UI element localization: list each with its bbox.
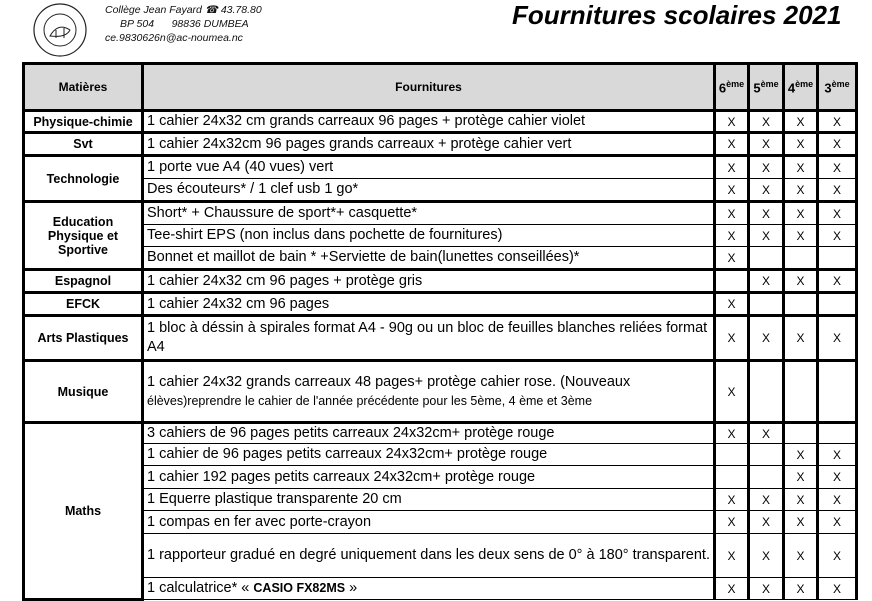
subject-cell: EFCK (24, 293, 143, 316)
subject-cell: Musique (24, 361, 143, 423)
level-mark (749, 361, 784, 423)
col-5: 5ème (749, 64, 784, 111)
table-row (24, 270, 857, 293)
level-mark (715, 270, 749, 293)
col-3: 3ème (818, 64, 857, 111)
level-mark: X (749, 179, 784, 202)
table-row (24, 534, 857, 578)
bp: BP 504 (120, 18, 155, 30)
level-mark: X (784, 489, 818, 511)
level-mark (818, 361, 857, 423)
level-mark: X (784, 133, 818, 156)
item-cell: 1 cahier de 96 pages petits carreaux 24x32cm+ protège rouge (143, 444, 715, 466)
item-cell: 1 cahier 24x32cm 96 pages grands carreaux + protège cahier vert (143, 133, 715, 156)
item-cell: 1 Equerre plastique transparente 20 cm (143, 489, 715, 511)
item-cell: 3 cahiers de 96 pages petits carreaux 24x32cm+ protège rouge (143, 423, 715, 444)
item-cell: Short* + Chaussure de sport*+ casquette* (143, 202, 715, 225)
item-cell: 1 porte vue A4 (40 vues) vert (143, 156, 715, 179)
level-mark: X (784, 534, 818, 578)
level-mark: X (818, 534, 857, 578)
level-mark: X (715, 293, 749, 316)
table-row (24, 133, 857, 156)
level-mark: X (784, 202, 818, 225)
level-mark: X (715, 156, 749, 179)
level-mark: X (818, 270, 857, 293)
table-row (24, 111, 857, 133)
level-mark: X (749, 111, 784, 133)
level-mark (784, 361, 818, 423)
level-mark: X (715, 511, 749, 534)
email: ce.9830626n@ac-noumea.nc (105, 32, 243, 44)
phone: 43.78.80 (220, 4, 262, 16)
level-mark: X (715, 423, 749, 444)
level-mark (749, 247, 784, 270)
level-mark: X (715, 247, 749, 270)
table-row (24, 361, 857, 423)
level-mark: X (818, 316, 857, 361)
level-mark: X (818, 444, 857, 466)
level-mark: X (818, 179, 857, 202)
level-mark: X (818, 133, 857, 156)
subject-cell: Svt (24, 133, 143, 156)
level-mark: X (749, 489, 784, 511)
level-mark: X (784, 111, 818, 133)
postal: 98836 DUMBEA (171, 18, 249, 30)
level-mark: X (715, 202, 749, 225)
level-mark: X (715, 316, 749, 361)
level-mark: X (818, 225, 857, 247)
level-mark: X (715, 578, 749, 600)
subject-cell: Technologie (24, 156, 143, 202)
item-cell: 1 cahier 24x32 cm grands carreaux 96 pages + protège cahier violet (143, 111, 715, 133)
level-mark: X (784, 225, 818, 247)
school-name: Collège Jean Fayard (105, 4, 202, 16)
school-logo (22, 2, 98, 58)
item-cell: 1 cahier 192 pages petits carreaux 24x32cm+ protège rouge (143, 466, 715, 489)
item-cell: Des écouteurs* / 1 clef usb 1 go* (143, 179, 715, 202)
level-mark: X (749, 534, 784, 578)
table-row (24, 423, 857, 444)
level-mark: X (784, 156, 818, 179)
table-row (24, 202, 857, 225)
table-row (24, 247, 857, 270)
item-cell: 1 calculatrice* « CASIO FX82MS » (143, 578, 715, 600)
level-mark: X (749, 225, 784, 247)
level-mark: X (749, 578, 784, 600)
item-cell: 1 rapporteur gradué en degré uniquement dans les deux sens de 0° à 180° transparent. (143, 534, 715, 578)
level-mark: X (749, 423, 784, 444)
level-mark: X (749, 511, 784, 534)
table-header (24, 64, 857, 111)
table-row (24, 511, 857, 534)
level-mark (749, 293, 784, 316)
level-mark: X (715, 111, 749, 133)
item-cell: 1 compas en fer avec porte-crayon (143, 511, 715, 534)
level-mark: X (818, 511, 857, 534)
level-mark (818, 293, 857, 316)
table-row (24, 466, 857, 489)
table-row (24, 489, 857, 511)
level-mark: X (749, 156, 784, 179)
level-mark: X (784, 511, 818, 534)
subject-cell: Education Physique et Sportive (24, 202, 143, 270)
level-mark (749, 466, 784, 489)
level-mark (818, 423, 857, 444)
level-mark: X (784, 466, 818, 489)
school-contact (105, 3, 262, 45)
table-row (24, 293, 857, 316)
level-mark: X (818, 156, 857, 179)
level-mark: X (784, 270, 818, 293)
subject-cell: Physique-chimie (24, 111, 143, 133)
level-mark: X (818, 578, 857, 600)
level-mark: X (715, 489, 749, 511)
level-mark: X (784, 444, 818, 466)
table-row (24, 179, 857, 202)
level-mark: X (715, 361, 749, 423)
level-mark (784, 247, 818, 270)
subject-cell: Espagnol (24, 270, 143, 293)
level-mark (784, 293, 818, 316)
level-mark: X (749, 270, 784, 293)
subject-cell: Arts Plastiques (24, 316, 143, 361)
level-mark: X (715, 534, 749, 578)
table-row (24, 316, 857, 361)
item-cell: 1 cahier 24x32 cm 96 pages (143, 293, 715, 316)
level-mark (749, 444, 784, 466)
table-row (24, 444, 857, 466)
level-mark: X (749, 133, 784, 156)
level-mark (715, 444, 749, 466)
item-cell: Bonnet et maillot de bain * +Serviette de bain(lunettes conseillées)* (143, 247, 715, 270)
phone-icon: ☎ (204, 4, 218, 16)
level-mark (715, 466, 749, 489)
level-mark: X (715, 225, 749, 247)
item-cell: 1 cahier 24x32 grands carreaux 48 pages+ protège cahier rose. (Nouveaux élèves)reprendre le cahier de l'année précédente pour les 5ème, 4 ème et 3ème (143, 361, 715, 423)
level-mark: X (749, 202, 784, 225)
level-mark: X (818, 111, 857, 133)
table-row (24, 578, 857, 600)
level-mark: X (784, 578, 818, 600)
level-mark: X (818, 466, 857, 489)
col-subject: Matières (24, 64, 143, 111)
table-row (24, 156, 857, 179)
level-mark: X (818, 489, 857, 511)
level-mark: X (784, 179, 818, 202)
level-mark: X (715, 179, 749, 202)
col-4: 4ème (784, 64, 818, 111)
item-cell: 1 bloc à déssin à spirales format A4 - 90g ou un bloc de feuilles blanches reliées format A4 (143, 316, 715, 361)
subject-cell: Maths (24, 423, 143, 600)
level-mark: X (749, 316, 784, 361)
level-mark: X (818, 202, 857, 225)
col-items: Fournitures (143, 64, 715, 111)
supplies-table (22, 62, 858, 601)
item-cell: 1 cahier 24x32 cm 96 pages + protège gris (143, 270, 715, 293)
level-mark (818, 247, 857, 270)
item-cell: Tee-shirt EPS (non inclus dans pochette de fournitures) (143, 225, 715, 247)
level-mark: X (784, 316, 818, 361)
level-mark (784, 423, 818, 444)
page-title: Fournitures scolaires 2021 (512, 0, 842, 30)
level-mark: X (715, 133, 749, 156)
table-row (24, 225, 857, 247)
col-6: 6ème (715, 64, 749, 111)
